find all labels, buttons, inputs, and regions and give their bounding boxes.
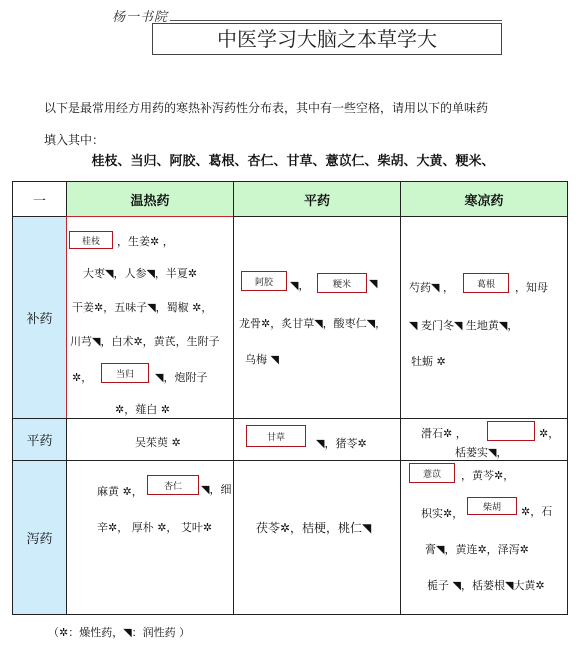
herb-text: 乌梅 ◥ bbox=[245, 353, 279, 366]
herb-text: 滑石✲ ， bbox=[421, 427, 467, 440]
herb-text: ◥， bbox=[290, 279, 310, 292]
herb-text: ◥ 麦门冬◥ 生地黄◥， bbox=[409, 319, 519, 332]
herb-text: 麻黄 ✲， bbox=[97, 485, 143, 498]
answer-box[interactable]: 柴胡 bbox=[467, 497, 517, 515]
row-header-tonify: 补药 bbox=[12, 216, 67, 419]
cell-neutral-neutral bbox=[233, 418, 401, 461]
herb-text: 牡蛎 ✲ bbox=[411, 355, 446, 368]
answer-box[interactable]: 薏苡 bbox=[409, 463, 455, 483]
herb-text: 辛✲， 厚朴 ✲， 艾叶✲ bbox=[97, 521, 213, 534]
herb-text: ✲， bbox=[72, 371, 93, 384]
herb-text: 大枣◥，人参◥，半夏✲ bbox=[83, 267, 198, 280]
intro-text bbox=[44, 92, 564, 156]
herb-list: 桂枝、当归、阿胶、葛根、杏仁、甘草、薏苡仁、柴胡、大黄、粳米、 bbox=[91, 154, 495, 169]
herb-distribution-table bbox=[12, 181, 568, 615]
table-corner: 一 bbox=[12, 181, 67, 217]
cell-purge-neutral bbox=[233, 460, 401, 615]
herb-text: 川芎◥，白术✲，黄芪，生附子 bbox=[70, 335, 220, 348]
legend: （✲：燥性药，◥：润性药 ） bbox=[48, 626, 191, 639]
cell-tonify-warm bbox=[66, 216, 234, 419]
answer-box[interactable]: 甘草 bbox=[246, 425, 306, 447]
herb-text: 茯苓✲，桔梗，桃仁◥ bbox=[256, 521, 372, 535]
herb-text: ◥，细 bbox=[201, 483, 232, 496]
herb-text: ，生姜✲ ， bbox=[117, 235, 174, 248]
herb-text: ，知母 bbox=[515, 281, 548, 294]
header-rule bbox=[170, 20, 502, 21]
herb-text: ◥ bbox=[369, 277, 378, 290]
answer-box[interactable]: 阿胶 bbox=[241, 271, 287, 291]
herb-text: 龙骨✲，炙甘草◥，酸枣仁◥， bbox=[239, 317, 387, 330]
herb-text: ◥，炮附子 bbox=[155, 371, 208, 384]
herb-text: 栝蒌实◥， bbox=[455, 446, 508, 459]
answer-box-empty[interactable] bbox=[487, 421, 535, 441]
page-title: 中医学习大脑之本草学大 bbox=[152, 23, 502, 55]
herb-text: 膏◥，黄连✲，泽泻✲ bbox=[425, 543, 529, 556]
herb-text: 栀子 ◥，栝蒌根◥大黄✲ bbox=[427, 579, 545, 592]
herb-text: ✲，薤白 ✲ bbox=[115, 403, 170, 416]
answer-box[interactable]: 桂枝 bbox=[69, 231, 113, 249]
herb-text: ✲，石 bbox=[521, 505, 553, 518]
intro-line-2: 填入其中： bbox=[44, 133, 105, 147]
cell-purge-cold bbox=[400, 460, 568, 615]
row-header-neutral: 平药 bbox=[12, 418, 67, 461]
col-header-warm: 温热药 bbox=[66, 181, 234, 217]
cell-tonify-neutral bbox=[233, 216, 401, 419]
cell-neutral-warm bbox=[66, 418, 234, 461]
herb-text: ◥，猪苓✲ bbox=[316, 437, 367, 450]
herb-text: ，黄芩✲， bbox=[461, 469, 515, 482]
herb-text: 芍药◥ ， bbox=[409, 281, 454, 294]
herb-text: 干姜✲，五味子◥，蜀椒 ✲， bbox=[72, 301, 213, 314]
intro-line-1: 以下是最常用经方用药的寒热补泻药性分布表，其中有一些空格，请用以下的单味药 bbox=[44, 101, 489, 115]
col-header-neutral: 平药 bbox=[233, 181, 401, 217]
brand-mark: 杨一书院 bbox=[112, 10, 169, 25]
herb-text: 吴茱萸 ✲ bbox=[135, 436, 181, 449]
cell-neutral-cold bbox=[400, 418, 568, 461]
col-header-cold: 寒凉药 bbox=[400, 181, 568, 217]
answer-box[interactable]: 葛根 bbox=[463, 273, 509, 293]
herb-text: ✲， bbox=[539, 427, 560, 440]
herb-text: 枳实✲， bbox=[421, 507, 464, 520]
cell-purge-warm bbox=[66, 460, 234, 615]
answer-box[interactable]: 当归 bbox=[101, 363, 149, 383]
cell-tonify-cold bbox=[400, 216, 568, 419]
answer-box[interactable]: 杏仁 bbox=[147, 475, 199, 495]
row-header-purge: 泻药 bbox=[12, 460, 67, 615]
answer-box[interactable]: 粳米 bbox=[317, 273, 367, 293]
